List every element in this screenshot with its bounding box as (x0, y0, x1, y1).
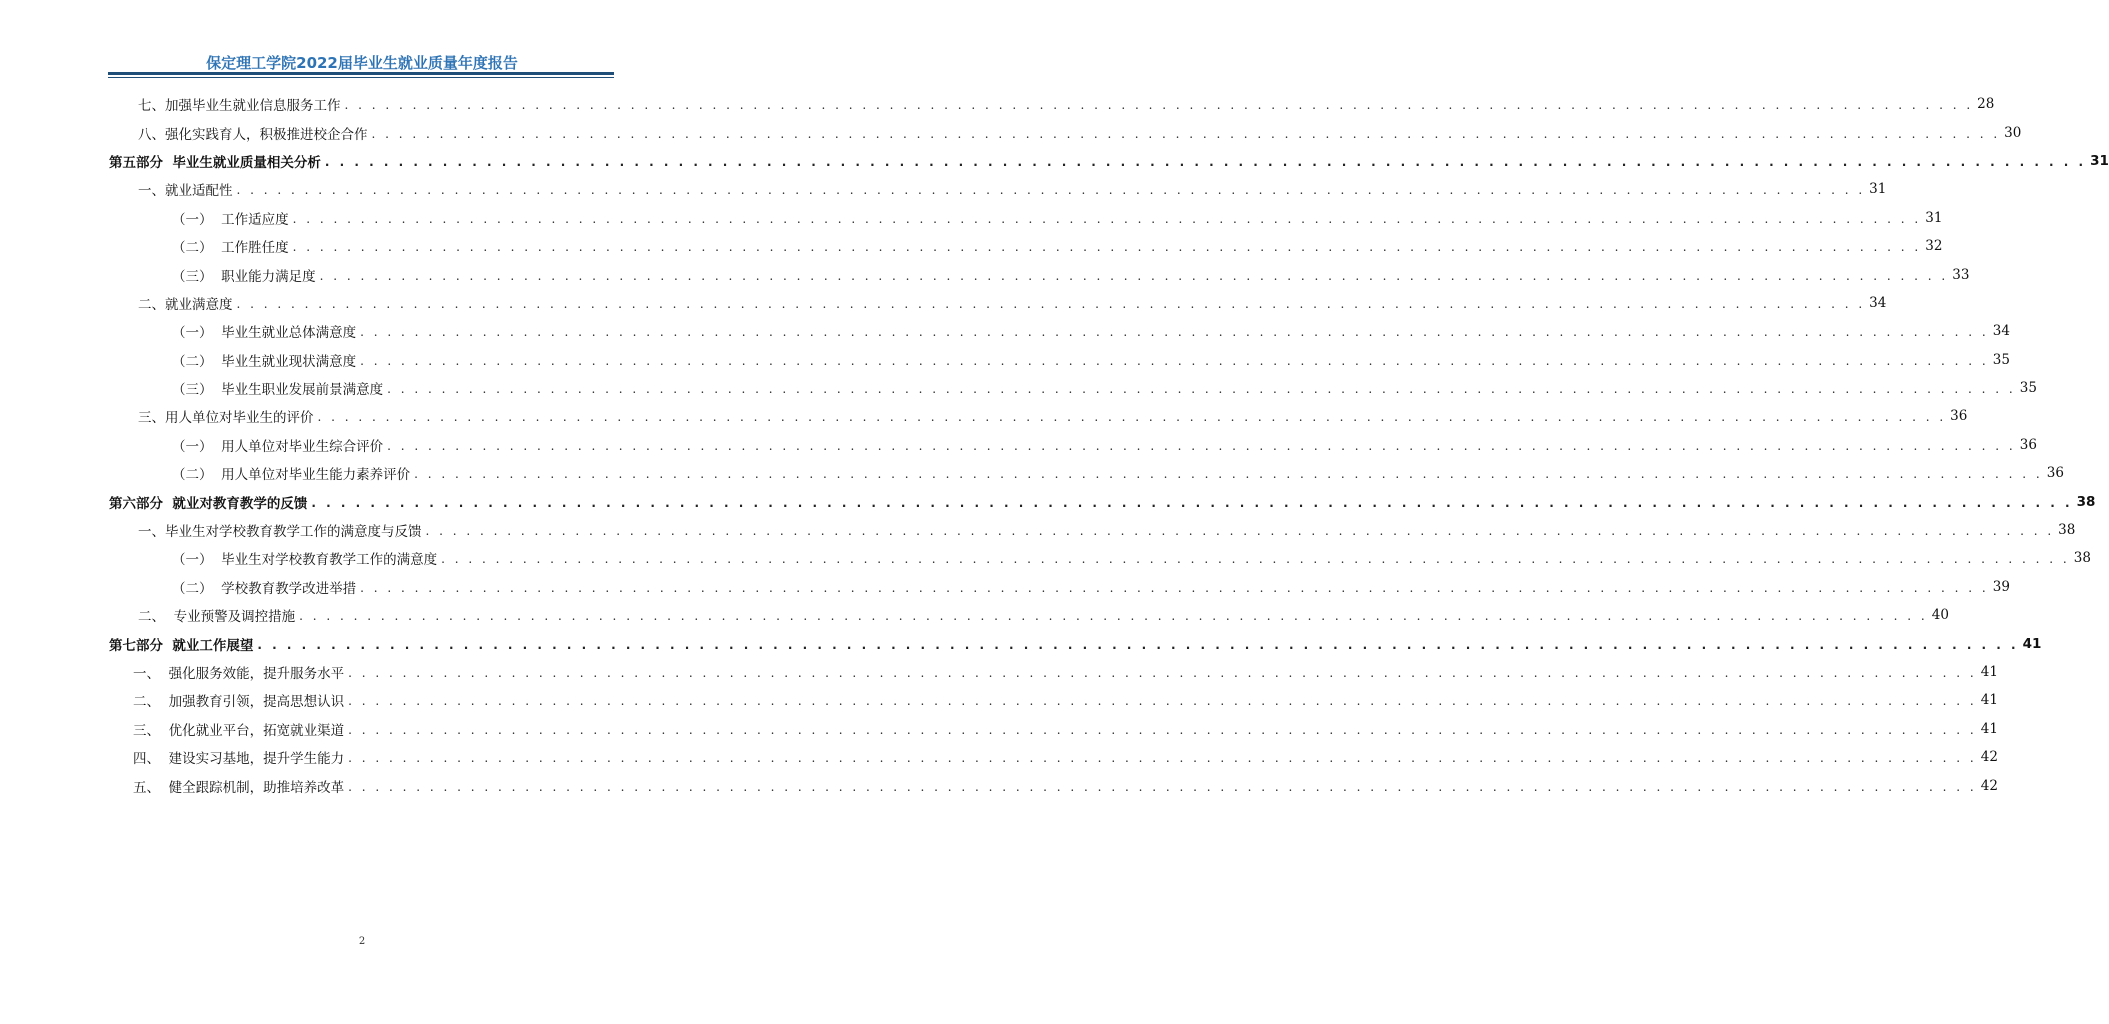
toc-entry-page-number: 32 (1925, 238, 1943, 255)
toc-entry[interactable] (0, 289, 1887, 317)
toc-dot-leader: . . . . . . . . . . . . . . . . . . . . . . . . . . . . . . . . . . . . . . . . . . . . . . . . . . . . . . . . . . . . . . . . . . . . . . . . . . . . . . . . . . . . . . . . . . . . . . . . . . . . . . . . . . . . . . . . . . . . . . . . (425, 524, 2055, 539)
toc-entry[interactable] (0, 374, 2037, 402)
toc-entry-label: （一） 用人单位对毕业生综合评价 (172, 438, 384, 455)
toc-dot-leader: . . . . . . . . . . . . . . . . . . . . . . . . . . . . . . . . . . . . . . . . . . . . . . . . . . . . . . . . . . . . . . . . . . . . . . . . . . . . . . . . . . . . . . . . . . . . . . . . . . . . . . . . . . . . . . . . . . . . . . . . (360, 325, 1989, 340)
toc-entry[interactable] (0, 601, 1949, 629)
toc-entry-page-number: 38 (2073, 550, 2091, 567)
toc-entry-page-number: 38 (2058, 522, 2076, 539)
page-number: 2 (358, 936, 366, 947)
toc-entry-label: 一、 强化服务效能，提升服务水平 (133, 666, 345, 682)
toc-entry-label: 第六部分 就业对教育教学的反馈 (109, 495, 308, 512)
toc-entry-label: 二、就业满意度 (138, 296, 233, 313)
toc-entry[interactable] (0, 715, 1998, 743)
toc-entry-page-number: 34 (1869, 294, 1887, 311)
toc-dot-leader: . . . . . . . . . . . . . . . . . . . . . . . . . . . . . . . . . . . . . . . . . . . . . . . . . . . . . . . . . . . . . . . . . . . . . . . . . . . . . . . . . . . . . . . . . . . . . . . . . . . . . . . . . . . . . . . . . . . . . . . . (348, 779, 1977, 794)
toc-entry-label: 三、 优化就业平台，拓宽就业渠道 (133, 722, 345, 739)
header-rule-thin (108, 77, 614, 78)
toc-entry-page-number: 34 (1992, 323, 2010, 340)
toc-entry[interactable] (0, 402, 1968, 430)
toc-entry[interactable] (0, 118, 2022, 146)
toc-dot-leader: . . . . . . . . . . . . . . . . . . . . . . . . . . . . . . . . . . . . . . . . . . . . . . . . . . . . . . . . . . . . . . . . . . . . . . . . . . . . . . . . . . . . . . . . . . . . . . . . . . . . . . . . . . . . . . . . . . . . . . . . (387, 438, 2016, 453)
toc-entry[interactable] (0, 487, 2096, 515)
toc-entry-page-number: 36 (1950, 408, 1968, 425)
toc-entry[interactable] (0, 232, 1943, 260)
toc-entry[interactable] (0, 317, 2010, 345)
table-of-contents (0, 90, 2109, 800)
toc-entry-label: 八、强化实践育人，积极推进校企合作 (138, 126, 368, 143)
toc-entry-label: 一、就业适配性 (138, 183, 233, 200)
toc-entry-label: （二） 毕业生就业现状满意度 (172, 353, 357, 370)
toc-entry-label: （三） 职业能力满足度 (172, 268, 316, 285)
toc-dot-leader: . . . . . . . . . . . . . . . . . . . . . . . . . . . . . . . . . . . . . . . . . . . . . . . . . . . . . . . . . . . . . . . . . . . . . . . . . . . . . . . . . . . . . . . . . . . . . . . . . . . . . . . . . . . . . . . . . . . . . . . . (257, 637, 2019, 652)
toc-entry-label: 一、毕业生对学校教育教学工作的满意度与反馈 (138, 524, 422, 541)
toc-dot-leader: . . . . . . . . . . . . . . . . . . . . . . . . . . . . . . . . . . . . . . . . . . . . . . . . . . . . . . . . . . . . . . . . . . . . . . . . . . . . . . . . . . . . . . . . . . . . . . . . . . . . . . . . . . . . . . . . . . . . . . . . (387, 382, 2016, 397)
toc-dot-leader: . . . . . . . . . . . . . . . . . . . . . . . . . . . . . . . . . . . . . . . . . . . . . . . . . . . . . . . . . . . . . . . . . . . . . . . . . . . . . . . . . . . . . . . . . . . . . . . . . . . . . . . . . . . . . . . . . . . . . . . . (317, 410, 1947, 425)
toc-entry-label: 第七部分 就业工作展望 (109, 637, 254, 654)
toc-entry-label: （二） 用人单位对毕业生能力素养评价 (172, 467, 411, 484)
toc-entry-label: 七、加强毕业生就业信息服务工作 (138, 98, 341, 115)
toc-entry-page-number: 36 (2046, 465, 2064, 482)
toc-entry-label: （三） 毕业生职业发展前景满意度 (172, 382, 384, 399)
toc-entry-page-number: 35 (1992, 351, 2010, 368)
toc-entry-page-number: 28 (1977, 96, 1995, 113)
toc-entry-label: 二、 加强教育引领，提高思想认识 (133, 694, 345, 711)
toc-entry-label: 二、 专业预警及调控措施 (138, 609, 296, 626)
toc-dot-leader: . . . . . . . . . . . . . . . . . . . . . . . . . . . . . . . . . . . . . . . . . . . . . . . . . . . . . . . . . . . . . . . . . . . . . . . . . . . . . . . . . . . . . . . . . . . . . . . . . . . . . . . . . . . . . . . . . . . . . . . . (441, 552, 2070, 567)
toc-entry[interactable] (0, 204, 1943, 232)
toc-entry[interactable] (0, 175, 1887, 203)
toc-dot-leader: . . . . . . . . . . . . . . . . . . . . . . . . . . . . . . . . . . . . . . . . . . . . . . . . . . . . . . . . . . . . . . . . . . . . . . . . . . . . . . . . . . . . . . . . . . . . . . . . . . . . . . . . . . . . . . . . . . . . . . . . (292, 211, 1922, 226)
toc-entry[interactable] (0, 260, 1970, 288)
toc-dot-leader: . . . . . . . . . . . . . . . . . . . . . . . . . . . . . . . . . . . . . . . . . . . . . . . . . . . . . . . . . . . . . . . . . . . . . . . . . . . . . . . . . . . . . . . . . . . . . . . . . . . . . . . . . . . . . . . . . . . . . . . . (414, 467, 2043, 482)
toc-entry[interactable] (0, 346, 2010, 374)
toc-dot-leader: . . . . . . . . . . . . . . . . . . . . . . . . . . . . . . . . . . . . . . . . . . . . . . . . . . . . . . . . . . . . . . . . . . . . . . . . . . . . . . . . . . . . . . . . . . . . . . . . . . . . . . . . . . . . . . . . . . . . . . . . (292, 240, 1922, 255)
toc-entry[interactable] (0, 629, 2042, 657)
toc-entry-label: 四、 建设实习基地，提升学生能力 (133, 751, 345, 768)
toc-entry-page-number: 31 (1869, 181, 1887, 198)
toc-entry-page-number: 41 (1980, 720, 1998, 737)
toc-dot-leader: . . . . . . . . . . . . . . . . . . . . . . . . . . . . . . . . . . . . . . . . . . . . . . . . . . . . . . . . . . . . . . . . . . . . . . . . . . . . . . . . . . . . . . . . . . . . . . . . . . . . . . . . . . . . . . . . . . . . . . . . (348, 722, 1977, 737)
toc-entry-page-number: 36 (2019, 436, 2037, 453)
toc-entry-page-number: 41 (1980, 692, 1998, 709)
toc-dot-leader: . . . . . . . . . . . . . . . . . . . . . . . . . . . . . . . . . . . . . . . . . . . . . . . . . . . . . . . . . . . . . . . . . . . . . . . . . . . . . . . . . . . . . . . . . . . . . . . . . . . . . . . . . . . . . . . . . . . . . . . . (236, 296, 1866, 311)
toc-entry-page-number: 42 (1980, 777, 1998, 794)
toc-dot-leader: . . . . . . . . . . . . . . . . . . . . . . . . . . . . . . . . . . . . . . . . . . . . . . . . . . . . . . . . . . . . . . . . . . . . . . . . . . . . . . . . . . . . . . . . . . . . . . . . . . . . . . . . . . . . . . . . . . . . . . . . (311, 495, 2073, 510)
toc-dot-leader: . . . . . . . . . . . . . . . . . . . . . . . . . . . . . . . . . . . . . . . . . . . . . . . . . . . . . . . . . . . . . . . . . . . . . . . . . . . . . . . . . . . . . . . . . . . . . . . . . . . . . . . . . . . . . . . . . . . . . . . . (299, 609, 1928, 624)
toc-entry-page-number: 39 (1992, 578, 2010, 595)
page-header-title: 保定理工学院2022届毕业生就业质量年度报告 (206, 54, 518, 72)
toc-entry-page-number: 31 (2090, 152, 2109, 169)
toc-dot-leader: . . . . . . . . . . . . . . . . . . . . . . . . . . . . . . . . . . . . . . . . . . . . . . . . . . . . . . . . . . . . . . . . . . . . . . . . . . . . . . . . . . . . . . . . . . . . . . . . . . . . . . . . . . . . . . . . . . . . . . . . (348, 751, 1977, 766)
toc-entry[interactable] (0, 573, 2010, 601)
toc-entry[interactable] (0, 459, 2064, 487)
toc-entry[interactable] (0, 90, 1995, 118)
toc-dot-leader: . . . . . . . . . . . . . . . . . . . . . . . . . . . . . . . . . . . . . . . . . . . . . . . . . . . . . . . . . . . . . . . . . . . . . . . . . . . . . . . . . . . . . . . . . . . . . . . . . . . . . . . . . . . . . . . . . . . . . . . . (236, 183, 1866, 198)
toc-entry[interactable] (0, 771, 1998, 799)
toc-entry[interactable] (0, 544, 2091, 572)
toc-entry-label: （二） 工作胜任度 (172, 240, 289, 257)
toc-entry[interactable] (0, 147, 2109, 175)
toc-dot-leader: . . . . . . . . . . . . . . . . . . . . . . . . . . . . . . . . . . . . . . . . . . . . . . . . . . . . . . . . . . . . . . . . . . . . . . . . . . . . . . . . . . . . . . . . . . . . . . . . . . . . . . . . . . . . . . . . . . . . . . . . (324, 154, 2087, 169)
toc-entry[interactable] (0, 686, 1998, 714)
toc-entry-label: （一） 工作适应度 (172, 211, 289, 228)
toc-entry-page-number: 30 (2004, 124, 2022, 141)
toc-dot-leader: . . . . . . . . . . . . . . . . . . . . . . . . . . . . . . . . . . . . . . . . . . . . . . . . . . . . . . . . . . . . . . . . . . . . . . . . . . . . . . . . . . . . . . . . . . . . . . . . . . . . . . . . . . . . . . . . . . . . . . . . (344, 98, 1974, 113)
toc-entry-page-number: 42 (1980, 749, 1998, 766)
toc-dot-leader: . . . . . . . . . . . . . . . . . . . . . . . . . . . . . . . . . . . . . . . . . . . . . . . . . . . . . . . . . . . . . . . . . . . . . . . . . . . . . . . . . . . . . . . . . . . . . . . . . . . . . . . . . . . . . . . . . . . . . . . . (360, 580, 1989, 595)
toc-entry[interactable] (0, 516, 2076, 544)
toc-entry-label: （二） 学校教育教学改进举措 (172, 580, 357, 597)
toc-entry-label: 五、 健全跟踪机制，助推培养改革 (133, 779, 345, 796)
toc-entry-page-number: 31 (1925, 209, 1943, 226)
toc-entry-label: 第五部分 毕业生就业质量相关分析 (109, 154, 321, 171)
toc-dot-leader: . . . . . . . . . . . . . . . . . . . . . . . . . . . . . . . . . . . . . . . . . . . . . . . . . . . . . . . . . . . . . . . . . . . . . . . . . . . . . . . . . . . . . . . . . . . . . . . . . . . . . . . . . . . . . . . . . . . . . . . . (319, 268, 1949, 283)
toc-dot-leader: . . . . . . . . . . . . . . . . . . . . . . . . . . . . . . . . . . . . . . . . . . . . . . . . . . . . . . . . . . . . . . . . . . . . . . . . . . . . . . . . . . . . . . . . . . . . . . . . . . . . . . . . . . . . . . . . . . . . . . . . (360, 353, 1989, 368)
toc-entry-page-number: 41 (2022, 635, 2042, 652)
toc-dot-leader: . . . . . . . . . . . . . . . . . . . . . . . . . . . . . . . . . . . . . . . . . . . . . . . . . . . . . . . . . . . . . . . . . . . . . . . . . . . . . . . . . . . . . . . . . . . . . . . . . . . . . . . . . . . . . . . . . . . . . . . . (348, 694, 1977, 709)
toc-entry-page-number: 41 (1980, 664, 1998, 680)
toc-entry[interactable] (0, 431, 2037, 459)
toc-entry[interactable] (0, 658, 1998, 686)
toc-entry-page-number: 35 (2019, 380, 2037, 397)
toc-entry-label: 三、用人单位对毕业生的评价 (138, 410, 314, 427)
header-rule-thick (108, 72, 614, 75)
toc-dot-leader: . . . . . . . . . . . . . . . . . . . . . . . . . . . . . . . . . . . . . . . . . . . . . . . . . . . . . . . . . . . . . . . . . . . . . . . . . . . . . . . . . . . . . . . . . . . . . . . . . . . . . . . . . . . . . . . . . . . . . . . . (348, 666, 1977, 680)
toc-entry-label: （一） 毕业生就业总体满意度 (172, 325, 357, 342)
toc-entry-page-number: 40 (1931, 607, 1949, 624)
toc-entry-page-number: 38 (2076, 493, 2096, 510)
toc-entry-page-number: 33 (1952, 266, 1970, 283)
toc-entry-label: （一） 毕业生对学校教育教学工作的满意度 (172, 552, 438, 569)
toc-dot-leader: . . . . . . . . . . . . . . . . . . . . . . . . . . . . . . . . . . . . . . . . . . . . . . . . . . . . . . . . . . . . . . . . . . . . . . . . . . . . . . . . . . . . . . . . . . . . . . . . . . . . . . . . . . . . . . . . . . . . . . . . (371, 126, 2001, 141)
toc-entry[interactable] (0, 743, 1998, 771)
